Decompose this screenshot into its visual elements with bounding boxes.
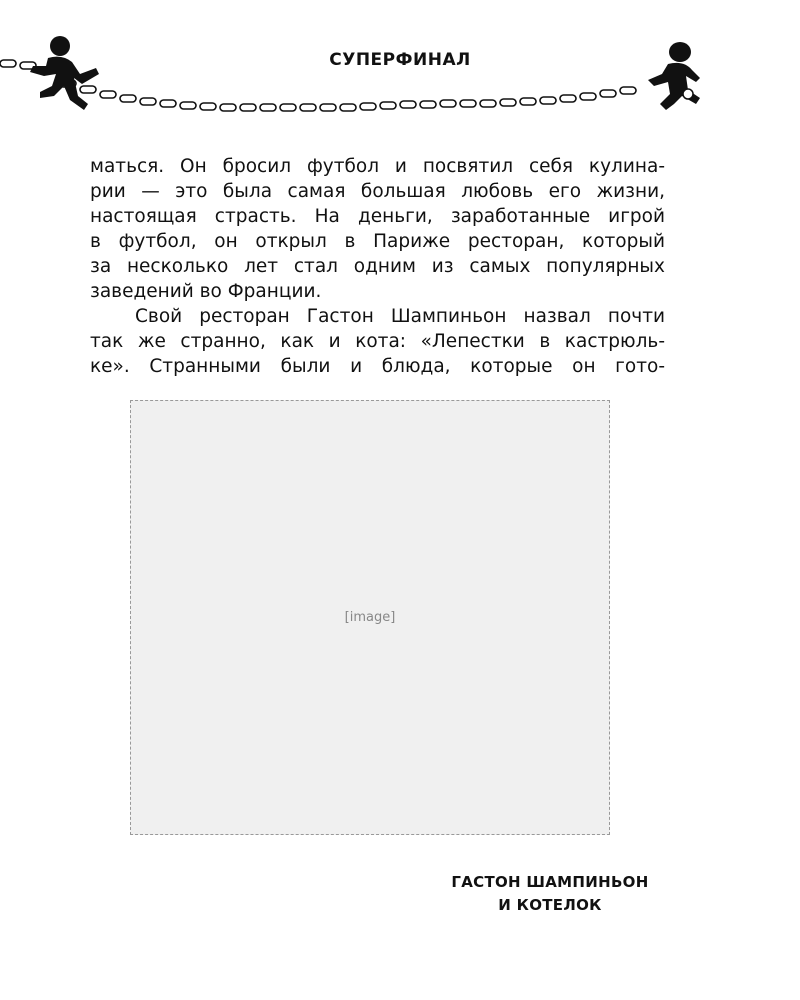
chain-link [480,100,496,107]
chain-link [600,90,616,97]
chain-link [420,101,436,108]
chain-link [540,97,556,104]
chain-link [440,100,456,107]
text-line: Свой ресторан Гастон Шампиньон назвал почти [135,306,665,327]
chain-link [280,104,296,111]
illustration-placeholder-label: [image] [344,610,396,625]
chef-illustration [130,400,610,835]
chain-link [300,104,316,111]
caption-line: И КОТЕЛОК [498,896,602,914]
chain-link [400,101,416,108]
running-title: СУПЕРФИНАЛ [329,50,471,70]
chain-link [620,87,636,94]
soccer-player-icon [30,36,99,110]
text-line: за несколько лет стал одним из самых популярных [90,256,665,277]
text-line: маться. Он бросил футбол и посвятил себя кулина- [90,156,665,177]
chain-link [120,95,136,102]
chain-link [360,103,376,110]
chain-link [160,100,176,107]
chain-link [340,104,356,111]
chain-link [560,95,576,102]
text-line: настоящая страсть. На деньги, заработанные игрой [90,206,665,227]
chain-link [220,104,236,111]
text-line: в футбол, он открыл в Париже ресторан, который [90,231,665,252]
text-line: рии — это была самая большая любовь его жизни, [90,181,665,202]
text-line: ке». Странными были и блюда, которые он гото- [90,356,665,377]
caption-line: ГАСТОН ШАМПИНЬОН [451,873,649,891]
chain-link [140,98,156,105]
chain-link [320,104,336,111]
chain-link [80,86,96,93]
chain-link [500,99,516,106]
body-text [90,154,665,379]
chain-link [520,98,536,105]
chain-link [200,103,216,110]
chain-link [100,91,116,98]
chain-link [180,102,196,109]
illustration-caption [430,871,670,917]
chain-link [460,100,476,107]
running-head [0,0,800,130]
chain-link [240,104,256,111]
text-line: заведений во Франции. [90,281,322,302]
chain-link [260,104,276,111]
chain-link [380,102,396,109]
text-line: так же странно, как и кота: «Лепестки в кастрюль- [90,331,665,352]
chain-link [580,93,596,100]
